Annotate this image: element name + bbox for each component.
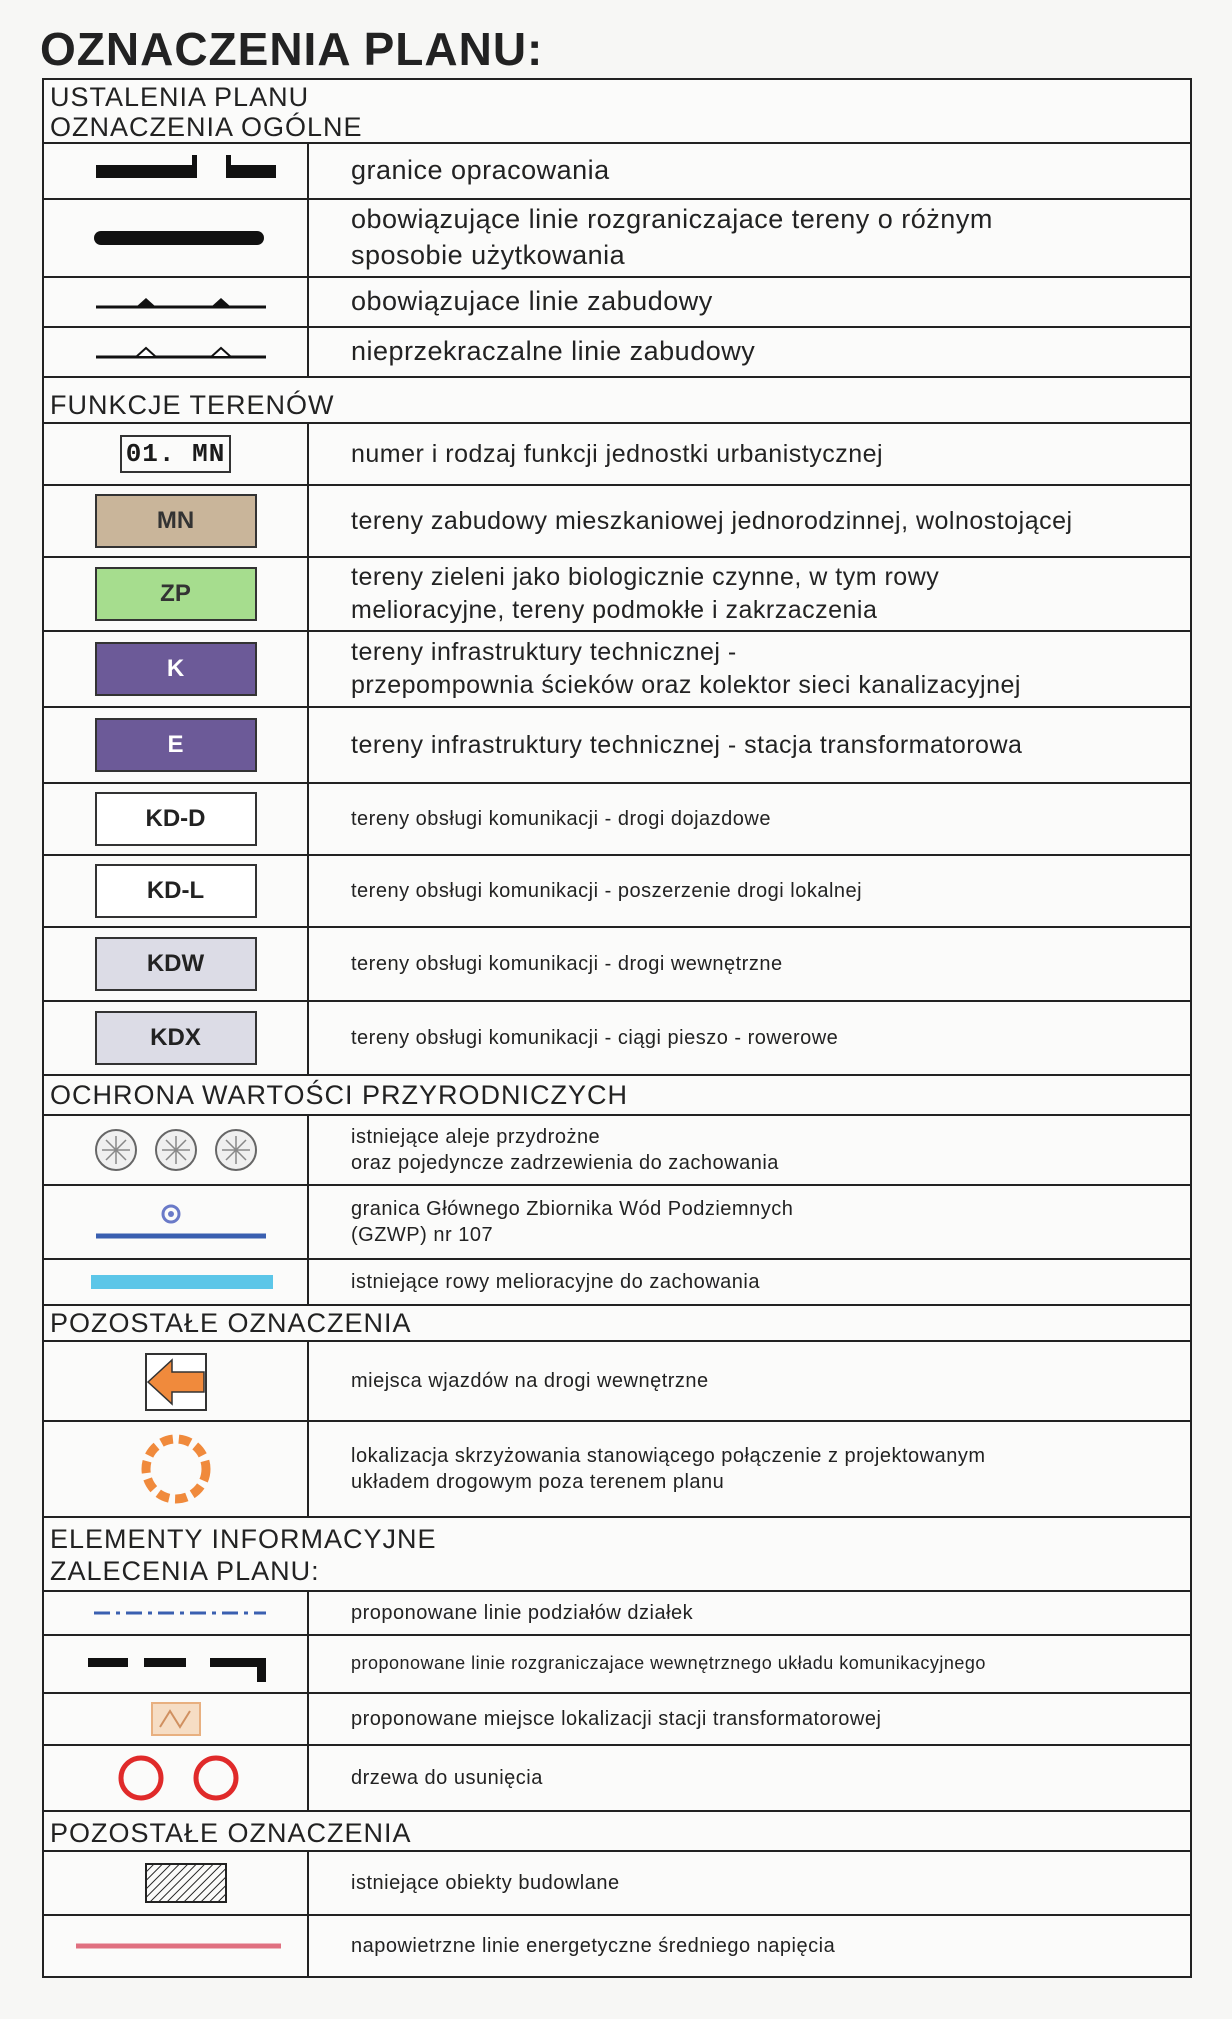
entry-arrow-icon [126, 1346, 226, 1416]
legend-row [44, 1636, 1190, 1694]
legend-text: oraz pojedyncze zadrzewienia do zachowania [351, 1152, 779, 1174]
legend-text: tereny infrastruktury technicznej - stacja transformatorowa [351, 730, 1023, 759]
function-box-e: E [95, 718, 257, 772]
section-funkcje: FUNKCJE TERENÓW [44, 378, 1190, 424]
legend-row [44, 424, 1190, 486]
legend-row [44, 1422, 1190, 1518]
section-zalecenia: ZALECENIA PLANU: [44, 1554, 1190, 1592]
legend-row [44, 200, 1190, 278]
legend-text: miejsca wjazdów na drogi wewnętrzne [351, 1369, 709, 1392]
legend-row [44, 1694, 1190, 1746]
legend-row [44, 1592, 1190, 1636]
legend-row [44, 708, 1190, 784]
legend-text: tereny zieleni jako biologicznie czynne, w tym rowy [351, 563, 940, 591]
legend-row [44, 1260, 1190, 1306]
legend-row [44, 1746, 1190, 1812]
gzwp-boundary-icon [66, 1192, 286, 1252]
legend-text: drzewa do usunięcia [351, 1766, 543, 1789]
legend-row [44, 856, 1190, 928]
legend-row [44, 1342, 1190, 1422]
legend-text: tereny obsługi komunikacji - ciągi pieszo - rowerowe [351, 1026, 839, 1049]
legend-row [44, 486, 1190, 558]
function-box-kdw: KDW [95, 937, 257, 991]
legend-row [44, 278, 1190, 328]
legend-text: napowietrzne linie energetyczne średniego napięcia [351, 1934, 836, 1957]
legend-text: lokalizacja skrzyżowania stanowiącego połączenie z projektowanym [351, 1444, 986, 1467]
function-box-kdx: KDX [95, 1011, 257, 1065]
legend-row [44, 1186, 1190, 1260]
legend-row [44, 144, 1190, 200]
legend-text: proponowane linie podziałów działek [351, 1601, 694, 1624]
legend-text: istniejące aleje przydrożne [351, 1125, 601, 1148]
building-line-icon [66, 287, 286, 317]
legend-text: tereny obsługi komunikacji - drogi wewnętrzne [351, 952, 783, 975]
legend-row [44, 1116, 1190, 1186]
max-building-line-icon [66, 337, 286, 367]
legend-row [44, 928, 1190, 1002]
legend-text: proponowane linie rozgraniczajace wewnętrznego układu komunikacyjnego [351, 1653, 986, 1674]
legend-row [44, 328, 1190, 378]
legend-text: granica Głównego Zbiornika Wód Podziemnych [351, 1197, 794, 1220]
section-elementy: ELEMENTY INFORMACYJNE [50, 1524, 437, 1554]
legend-text: granice opracowania [351, 155, 610, 186]
unit-code-label: 01. MN [120, 435, 232, 473]
legend-text: sposobie użytkowania [351, 240, 626, 270]
dash-dot-line-icon [66, 1601, 286, 1625]
section-ochrona: OCHRONA WARTOŚCI PRZYRODNICZYCH [44, 1076, 1190, 1116]
legend-text: tereny obsługi komunikacji - drogi dojazdowe [351, 807, 771, 830]
function-box-mn: MN [95, 494, 257, 548]
boundary-symbol [44, 144, 309, 198]
section-pozostale: POZOSTAŁE OZNACZENIA [44, 1306, 1190, 1342]
legend-row [44, 784, 1190, 856]
internal-road-line-icon [66, 1644, 286, 1684]
legend-row [44, 632, 1190, 708]
legend-row [44, 1002, 1190, 1076]
existing-building-icon [66, 1858, 286, 1908]
function-box-kdd: KD-D [95, 792, 257, 846]
trees-to-remove-icon [66, 1748, 286, 1808]
page-title: OZNACZENIA PLANU: [40, 23, 544, 75]
legend-text: tereny zabudowy mieszkaniowej jednorodzinnej, wolnostojącej [351, 506, 1073, 535]
legend-text: obowiązujace linie zabudowy [351, 286, 713, 317]
legend-text: tereny obsługi komunikacji - poszerzenie drogi lokalnej [351, 879, 863, 902]
function-box-kdl: KD-L [95, 864, 257, 918]
legend-text: przepompownia ścieków oraz kolektor sieci kanalizacyjnej [351, 671, 1021, 699]
legend-text: istniejące obiekty budowlane [351, 1871, 620, 1894]
section-pozostale-2: POZOSTAŁE OZNACZENIA [44, 1812, 1190, 1852]
legend-row [44, 1852, 1190, 1916]
legend-text: nieprzekraczalne linie zabudowy [351, 336, 756, 367]
legend-text: (GZWP) nr 107 [351, 1224, 494, 1246]
legend-text: układem drogowym poza terenem planu [351, 1471, 725, 1493]
legend-text: obowiązujące linie rozgraniczajace tereny o różnym [351, 204, 993, 235]
section-ogolne: OZNACZENIA OGÓLNE [44, 110, 1190, 144]
legend-text: numer i rodzaj funkcji jednostki urbanistycznej [351, 439, 884, 468]
intersection-icon [126, 1424, 226, 1514]
drainage-ditch-icon [66, 1267, 286, 1297]
legend-text: proponowane miejsce lokalizacji stacji transformatorowej [351, 1707, 882, 1730]
tree-alley-icon [66, 1122, 286, 1178]
transformer-station-icon [136, 1697, 216, 1741]
power-line-icon [66, 1934, 286, 1958]
function-box-k: K [95, 642, 257, 696]
legend-row [44, 1916, 1190, 1976]
boundary-line-icon [66, 151, 286, 191]
thick-line-icon [66, 223, 286, 253]
legend-text: tereny infrastruktury technicznej - [351, 638, 737, 666]
function-box-zp: ZP [95, 567, 257, 621]
section-ustalenia: USTALENIA PLANU [50, 82, 310, 112]
legend-text: melioracyjne, tereny podmokłe i zakrzaczenia [351, 596, 878, 624]
legend-row [44, 558, 1190, 632]
legend-text: istniejące rowy melioracyjne do zachowania [351, 1270, 760, 1293]
legend-table [42, 78, 1192, 1978]
